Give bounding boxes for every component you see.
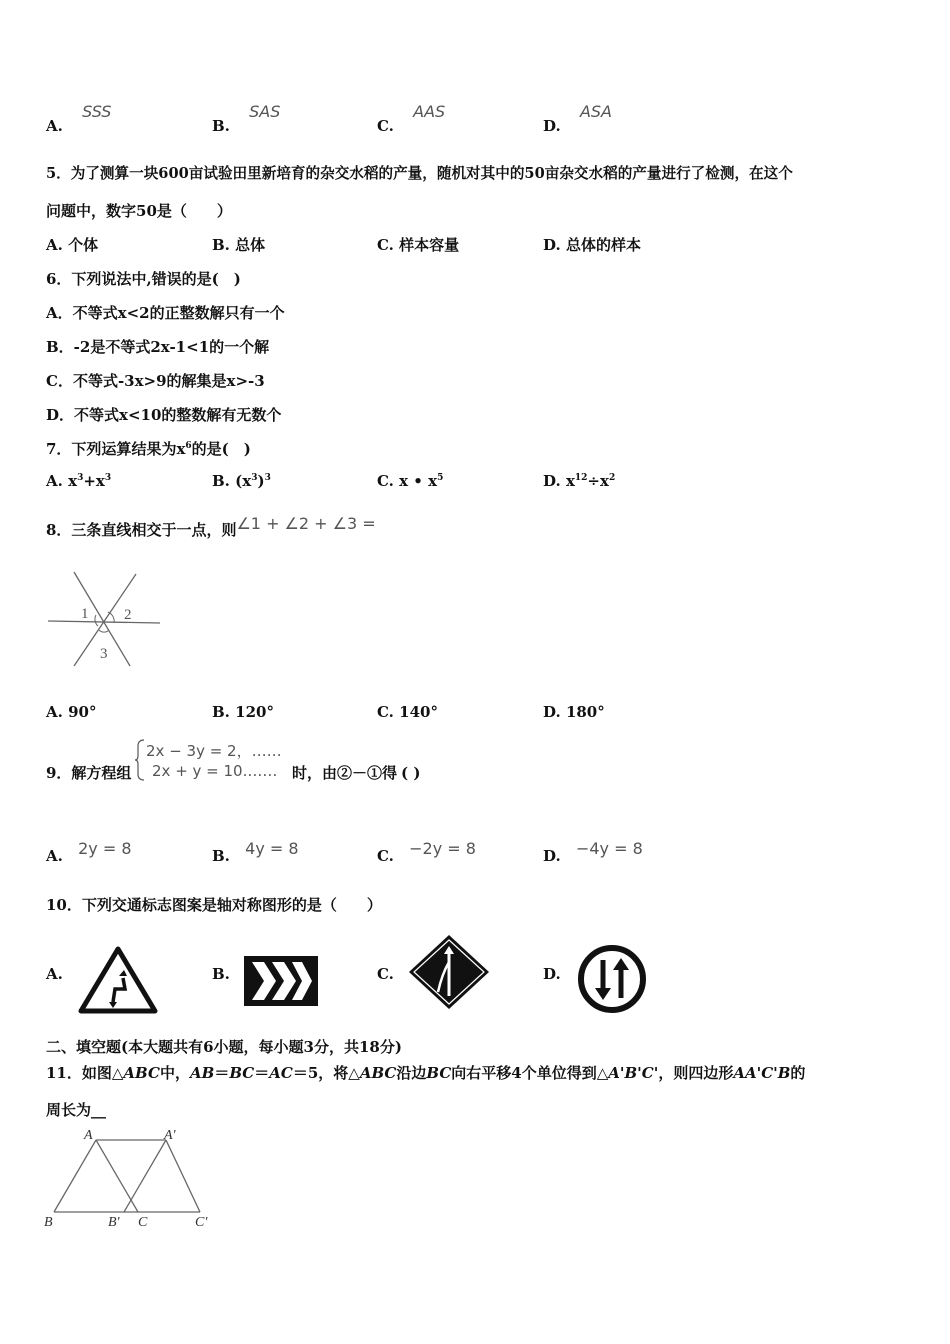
q9-stem-post: 时，由②－①得 ( ) [292,764,421,782]
q9-option-a: A. 2y = 8 [46,839,132,865]
q10-option-b-letter: B. [212,965,230,983]
warning-triangle-sign-icon [78,946,158,1014]
angle-label-1: 1 [81,606,89,622]
q11-stem-line2: 周长为__ [46,1101,107,1119]
section-2-title: 二、填空题(本大题共有6小题，每小题3分，共18分) [46,1038,402,1056]
q5-option-d: D. 总体的样本 [543,236,641,254]
point-label-a: A [84,1128,93,1143]
q5-stem-line2: 问题中，数字50是（ ） [46,202,232,220]
q9-equation-1: 2x − 3y = 2，…… [146,742,282,760]
q4-option-b: B. SAS [212,102,281,135]
q4-option-a-text: SSS [82,102,112,121]
point-label-c: C [138,1215,148,1230]
q6-option-a: A．不等式x<2的正整数解只有一个 [46,304,285,322]
q8-option-c: C. 140° [377,703,438,721]
q5-option-c: C. 样本容量 [377,236,460,254]
q8-formula: ∠1 + ∠2 + ∠3 = [236,514,376,533]
q10-option-a-letter: A. [46,965,63,983]
q7-option-c: C. x • $x^5$ [377,472,444,490]
q10-stem: 10．下列交通标志图案是轴对称图形的是（ ） [46,896,382,914]
q9-stem: 9．解方程组 [46,764,132,782]
q6-option-c: C．不等式-3x>9的解集是x>-3 [46,372,265,390]
point-label-a-prime: A' [164,1128,176,1143]
point-label-b-prime: B' [108,1215,120,1230]
q8-option-a: A. 90° [46,703,97,721]
q4-option-a: A. SSS [46,102,112,135]
two-way-traffic-sign-icon [577,944,647,1014]
q7-option-d: D. $x^{12}\div x^2$ [543,472,616,490]
q10-option-d-letter: D. [543,965,561,983]
q6-option-b: B．-2是不等式2x-1<1的一个解 [46,338,270,356]
q7-option-b: B. $(x^3)^3$ [212,472,271,490]
chevron-sign-icon [244,956,318,1006]
q7-option-a: A. $x^3+x^3$ [46,472,112,490]
q9-option-b: B. 4y = 8 [212,839,299,865]
point-label-c-prime: C' [195,1215,208,1230]
three-lines-figure [44,568,164,672]
q9-option-d: D. −4y = 8 [543,839,643,865]
q4-option-c: C. AAS [377,102,446,135]
q8-stem: 8．三条直线相交于一点，则∠1 + ∠2 + ∠3 = [46,514,376,539]
angle-label-2: 2 [124,607,132,623]
q11-stem-line1: 11．如图△ABC中，AB＝BC＝AC＝5，将△ABC沿边BC向右平移4个单位得到△A'B'C'，则四边形AA'C'B的 [46,1064,806,1082]
left-brace-icon [134,738,146,782]
q4-option-d-text: ASA [579,102,612,121]
q9-equation-2: 2x + y = 10.…… [152,762,278,780]
q4-option-b-text: SAS [249,102,281,121]
q9-option-c: C. −2y = 8 [377,839,476,865]
q4-option-d: D. ASA [543,102,612,135]
translated-triangles-figure [40,1124,220,1232]
q5-stem-line1: 5．为了测算一块600亩试验田里新培育的杂交水稻的产量，随机对其中的50亩杂交水稻的产量进行了检测，在这个 [46,165,793,182]
q5-option-b: B. 总体 [212,236,266,254]
q8-option-b: B. 120° [212,703,274,721]
q8-option-d: D. 180° [543,703,605,721]
q6-option-d: D．不等式x<10的整数解有无数个 [46,406,282,424]
merge-diamond-sign-icon [408,934,490,1010]
q10-option-c-letter: C. [377,965,394,983]
q6-stem: 6．下列说法中,错误的是( ) [46,270,241,288]
q4-option-c-text: AAS [413,102,446,121]
q7-stem: 7．下列运算结果为$x^6$的是( ) [46,440,251,458]
point-label-b: B [44,1215,53,1230]
q5-option-a: A. 个体 [46,236,99,254]
angle-label-3: 3 [100,646,108,662]
